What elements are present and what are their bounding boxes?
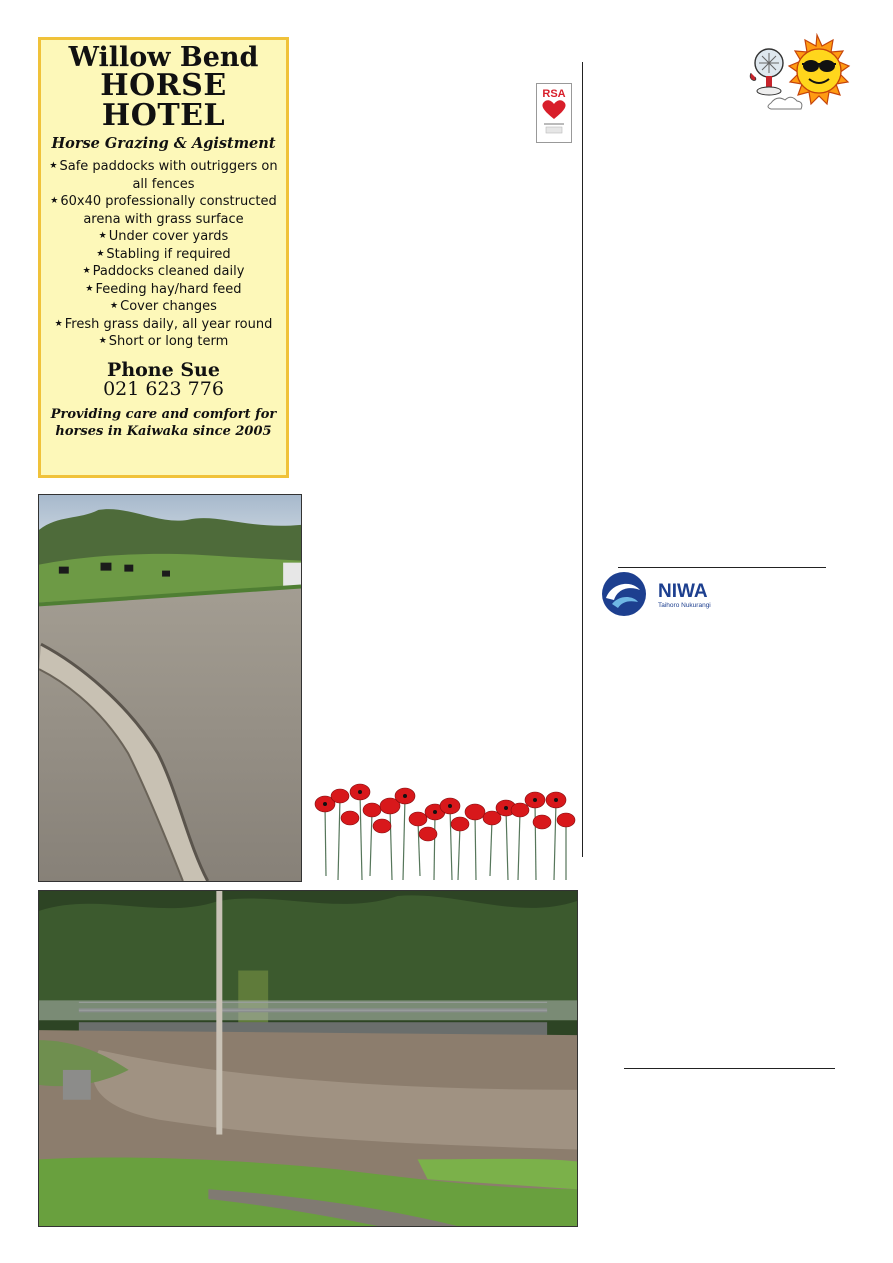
cloud-icon bbox=[768, 97, 802, 109]
feature-item: ★ Safe paddocks with outriggers on all fences bbox=[49, 159, 278, 192]
niwa-logo-name: NIWA bbox=[658, 581, 708, 602]
feature-item: ★ Short or long term bbox=[98, 334, 229, 349]
advert-phone-label: Phone Sue bbox=[107, 358, 220, 381]
star-icon: ★ bbox=[85, 283, 94, 294]
horse-hotel-advert bbox=[38, 37, 289, 478]
poppies-illustration bbox=[310, 776, 576, 884]
feature-item: ★ 60x40 professionally constructed arena with grass surface bbox=[50, 194, 277, 227]
feature-item: ★ Under cover yards bbox=[98, 229, 229, 244]
tagline-line2: horses in Kaiwaka since 2005 bbox=[55, 424, 272, 440]
feature-item: ★ Paddocks cleaned daily bbox=[82, 264, 245, 279]
section-rule bbox=[618, 567, 826, 568]
star-icon: ★ bbox=[98, 336, 107, 346]
star-icon: ★ bbox=[54, 318, 63, 329]
star-icon: ★ bbox=[49, 161, 58, 171]
advert-title-line3: HOTEL bbox=[101, 98, 226, 133]
advert-subtitle: Horse Grazing & Agistment bbox=[51, 135, 276, 152]
column-divider bbox=[582, 62, 583, 857]
star-icon: ★ bbox=[110, 301, 119, 311]
rsa-logo-text: RSA bbox=[542, 88, 566, 100]
feature-item: ★ Feeding hay/hard feed bbox=[85, 281, 242, 297]
star-icon: ★ bbox=[50, 196, 59, 206]
road-damage-photo bbox=[38, 494, 302, 882]
fan-icon bbox=[750, 49, 783, 95]
star-icon: ★ bbox=[98, 231, 107, 241]
niwa-logo-subtitle: Taihoro Nukurangi bbox=[658, 602, 711, 609]
rsa-logo bbox=[536, 83, 572, 143]
flooded-bridge-photo bbox=[38, 890, 578, 1227]
feature-item: ★ Stabling if required bbox=[96, 246, 231, 262]
feature-item: ★ Cover changes bbox=[110, 299, 217, 314]
advert-feature-list bbox=[45, 158, 282, 351]
sun-sunglasses-icon bbox=[745, 33, 855, 118]
advert-title-line2: HORSE bbox=[100, 68, 227, 103]
sun-icon bbox=[789, 35, 849, 104]
star-icon: ★ bbox=[82, 266, 91, 276]
niwa-logo bbox=[594, 570, 734, 618]
tagline-line1: Providing care and comfort for bbox=[50, 407, 277, 423]
advert-title-line1: Willow Bend bbox=[68, 42, 259, 73]
section-rule bbox=[624, 1068, 835, 1069]
star-icon: ★ bbox=[96, 248, 105, 259]
feature-item: ★ Fresh grass daily, all year round bbox=[54, 316, 273, 332]
advert-phone-number: 021 623 776 bbox=[103, 378, 224, 401]
advert-tagline bbox=[41, 406, 286, 440]
